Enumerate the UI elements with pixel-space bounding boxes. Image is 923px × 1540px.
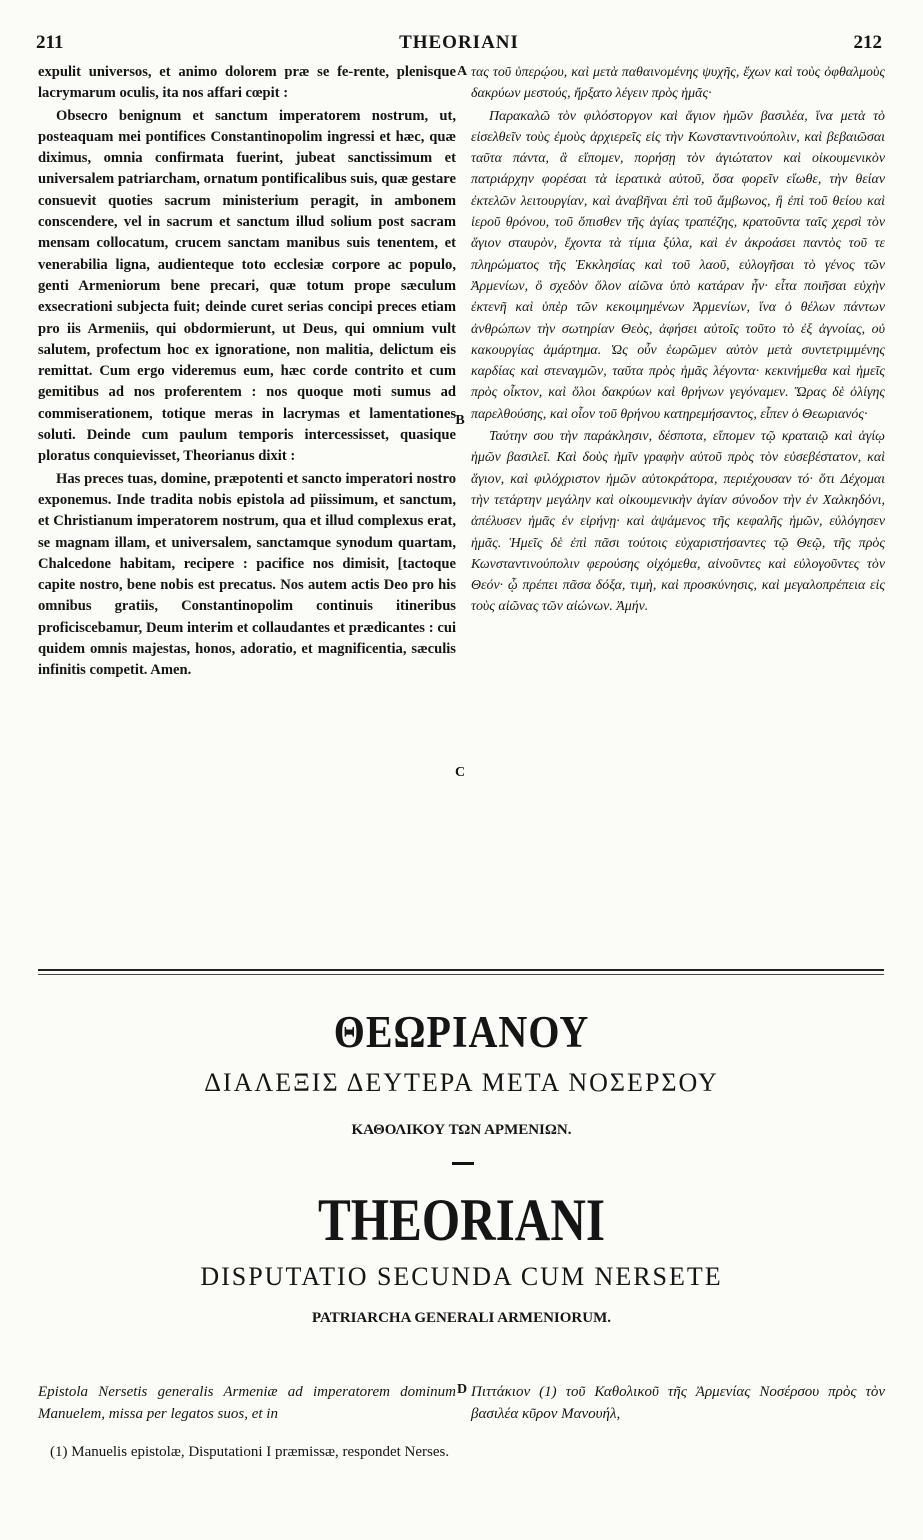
section-divider xyxy=(38,969,884,971)
latin-subtitle-2: PATRIARCHA GENERALI ARMENIORUM. xyxy=(311,1310,612,1326)
latin-title: THEORIANI xyxy=(317,1187,606,1253)
margin-mark-a: A xyxy=(456,64,468,79)
greek-subtitle: ΔΙΑΛΕΞΙΣ ΔΕΥΤΕΡΑ ΜΕΤΑ ΝΟΣΕΡΣΟΥ xyxy=(204,1068,719,1097)
margin-mark-d: D xyxy=(456,1382,468,1397)
latin-column xyxy=(38,62,456,683)
page-number-right: 212 xyxy=(853,32,882,53)
epistle-heading-greek: Πιττάκιον (1) τοῦ Καθολικοῦ τῆς Ἀρμενίας Νοσέρσου πρὸς τὸν βασιλέα κῦρον Μανουήλ, xyxy=(471,1384,885,1422)
greek-paragraph-1: τας τοῦ ὑπερῴου, καὶ μετὰ παθαινομένης ψυχῆς, ἔχων καὶ τοὺς ὀφθαλμοὺς δακρύων μεστούς, ἤρξατο λέγειν πρὸς ἡμᾶς· xyxy=(471,65,885,102)
greek-column xyxy=(471,62,885,619)
margin-mark-c: C xyxy=(454,765,466,780)
title-separator xyxy=(452,1162,474,1165)
latin-paragraph-3: Has preces tuas, domine, præpotenti et sancto imperatori nostro exponemus. Inde tradita nobis epistola ad piissimum, et sanctum, et Christianum imperatorem nostrum, qua et illud complexus erat, se magnam illam, et universalem, sanctamque synodum quartam, Chalcedone habitam, recipere : pacifice nos dimisit, [tactoque capite nostro, bene nobis est precatus. Nos autem actis Deo pro his omnibus gratiis, Constantinopolim continuis itineribus proficiscebamur, Deum interim et collaudantes et prædicantes : cui quidem omnis majestas, honos, adoratio, et magnificentia, sæculis infinitis competit. Amen. xyxy=(38,470,456,679)
margin-mark-b: B xyxy=(455,413,465,428)
greek-paragraph-3: Ταύτην σου τὴν παράκλησιν, δέσποτα, εἴπομεν τῷ κραταιῷ καὶ ἁγίῳ ἡμῶν βασιλεῖ. Καὶ δοὺς ἡμῖν γραφὴν αὐτοῦ πρὸς τὸν εὐσεβέστατον, καὶ ἅγιον, καὶ φιλόχριστον ἡμῶν αὐτοκράτορα, περιέχουσαν τό· ὅτι Δέχομαι τὴν τετάρτην μεγάλην καὶ οἰκουμενικὴν ἁγίαν σύνοδον τὴν ἐν Χαλκηδόνι, ἀπέλυσεν ἡμᾶς ἐν εἰρήνῃ· καὶ ἀψάμενος τῆς κεφαλῆς ἡμῶν, εὐλόγησεν ἡμᾶς. Ἡμεῖς δὲ ἐπὶ πᾶσι τούτοις εὐχαριστήσαντες τῷ Θεῷ, τῆς πρὸς Κωνσταντινούπολιν φερούσης οἰχόμεθα, αἰνοῦντες καὶ εὐλογοῦντες τὸν Θεόν· ᾧ πρέπει πᾶσα δόξα, τιμὴ, καὶ προσκύνησις, καὶ μεγαλοπρέπεια εἰς τοὺς αἰῶνας τῶν αἰώνων. Ἀμήν. xyxy=(471,429,885,615)
greek-title: ΘΕΩΡΙΑΝΟΥ xyxy=(333,1005,590,1058)
epistle-heading-latin: Epistola Nersetis generalis Armeniæ ad imperatorem dominum Manuelem, missa per legatos suos, et in xyxy=(38,1384,456,1422)
running-header xyxy=(36,32,882,54)
latin-subtitle: DISPUTATIO SECUNDA CUM NERSETE xyxy=(200,1262,723,1291)
latin-paragraph-2: Obsecro benignum et sanctum imperatorem nostrum, ut, posteaquam mei pontifices Constantinopolim ingressi et hæc, quæ diximus, omnia confirmata fuerint, jubeat sanctissimum et universalem patriarcham, ornatum pontificalibus suis, quæ gestare consuevit quoties sacrum ministerium peragit, in ambonem conscendere, vel in sacrum et sanctum illud solium post sacram mensam collocatum, crucem sanctam manibus suis tenentem, et venerabilia ligna, audienteque toto ecclesiæ corpore ac populo, genti Armeniorum bene precari, quæ totum prope sæculum exsecrationi subjecta fuit; deinde curet serias concipi preces etiam pro iis Armeniis, qui obdormierunt, ut Deus, qui omnium vult salutem, profectum hoc ex ignoratione, non malitia, delictum eis remittat. Cum ergo videremus eum, hæc corde contrito et cum gemitibus ad nos proferentem : nos quoque moti sumus ad commiserationem, totique meras in lacrymas et lamentationes soluti. Deinde cum paulum temporis intercessisset, quasique ploratus conquievisset, Theorianus dixit : xyxy=(38,107,456,465)
running-title: THEORIANI xyxy=(399,32,519,53)
section-divider-thin xyxy=(38,974,884,975)
greek-subtitle-2: ΚΑΘΟΛΙΚΟΥ ΤΩΝ ΑΡΜΕΝΙΩΝ. xyxy=(351,1122,572,1138)
page-number-left: 211 xyxy=(36,32,64,53)
footnote: (1) Manuelis epistolæ, Disputationi I præmissæ, respondet Nerses. xyxy=(50,1444,450,1460)
latin-paragraph-1: expulit universos, et animo dolorem præ se fe-rente, plenisque lacrymarum oculis, ita nos affari cœpit : xyxy=(38,64,456,102)
greek-paragraph-2: Παρακαλῶ τὸν φιλόστοργον καὶ ἅγιον ἡμῶν βασιλέα, ἵνα μετὰ τὸ εἰσελθεῖν τοὺς ἐμοὺς ἀρχιερεῖς εἰς τὴν Κωνσταντινούπολιν, καὶ βεβαιῶσαι ταῦτα πάντα, ἃ εἴπομεν, πορήσῃ τὸν ἁγιώτατον καὶ οἰκουμενικὸν πατριάρχην φορέσαι τὰ ἱερατικὰ αὐτοῦ, ὅσα φορεῖν εἴωθε, τὴν θείαν ἐκτελῶν λειτουργίαν, καὶ ἀναβῆναι ἐπὶ τοῦ ἄμβωνος, ἢ ἐπὶ τοῦ θείου καὶ ἱεροῦ θρόνου, τοῦ ὄπισθεν τῆς ἁγίας τραπέζης, κρατοῦντα ταῖς χερσὶ τὸν ἅγιον σταυρὸν, ἔχοντα τὰ τίμια ξύλα, καὶ ἐν ἀκροάσει παντὸς τοῦ τε πληρώματος τῆς Ἐκκλησίας καὶ τοῦ λαοῦ, εὐλογῆσαι τὸ γένος τῶν Ἀρμενίων, ὃ σχεδὸν ὅλον αἰῶνα ὑπὸ κατάραν ἦν· εἶτα ποιῆσαι εὐχὴν ἐκτενῆ καὶ ὑπὲρ τῶν κεκοιμημένων Ἀρμενίων, ἵνα ὁ θέλων πάντων ἀνθρώπων τὴν σωτηρίαν Θεὸς, ἀφήσει αὐτοῖς τοῦτο τὸ ἐξ ἀγνοίας, οὐ κακουργίας ἁμάρτημα. Ὡς οὖν ἑωρῶμεν αὐτὸν μετὰ συντετριμμένης καρδίας καὶ στεναγμῶν, ταῦτα πρὸς ἡμᾶς λέγοντα· κεκινήμεθα καὶ ἡμεῖς πρὸς οἶκτον, καὶ ὅλοι δακρύων καὶ θρήνων γεγόναμεν. Ὥρας δὲ ὀλίγης παρελθούσης, καὶ οἷον τοῦ θρήνου κατηρεμήσαντος, εἶπεν ὁ Θεωριανός· xyxy=(471,108,885,422)
